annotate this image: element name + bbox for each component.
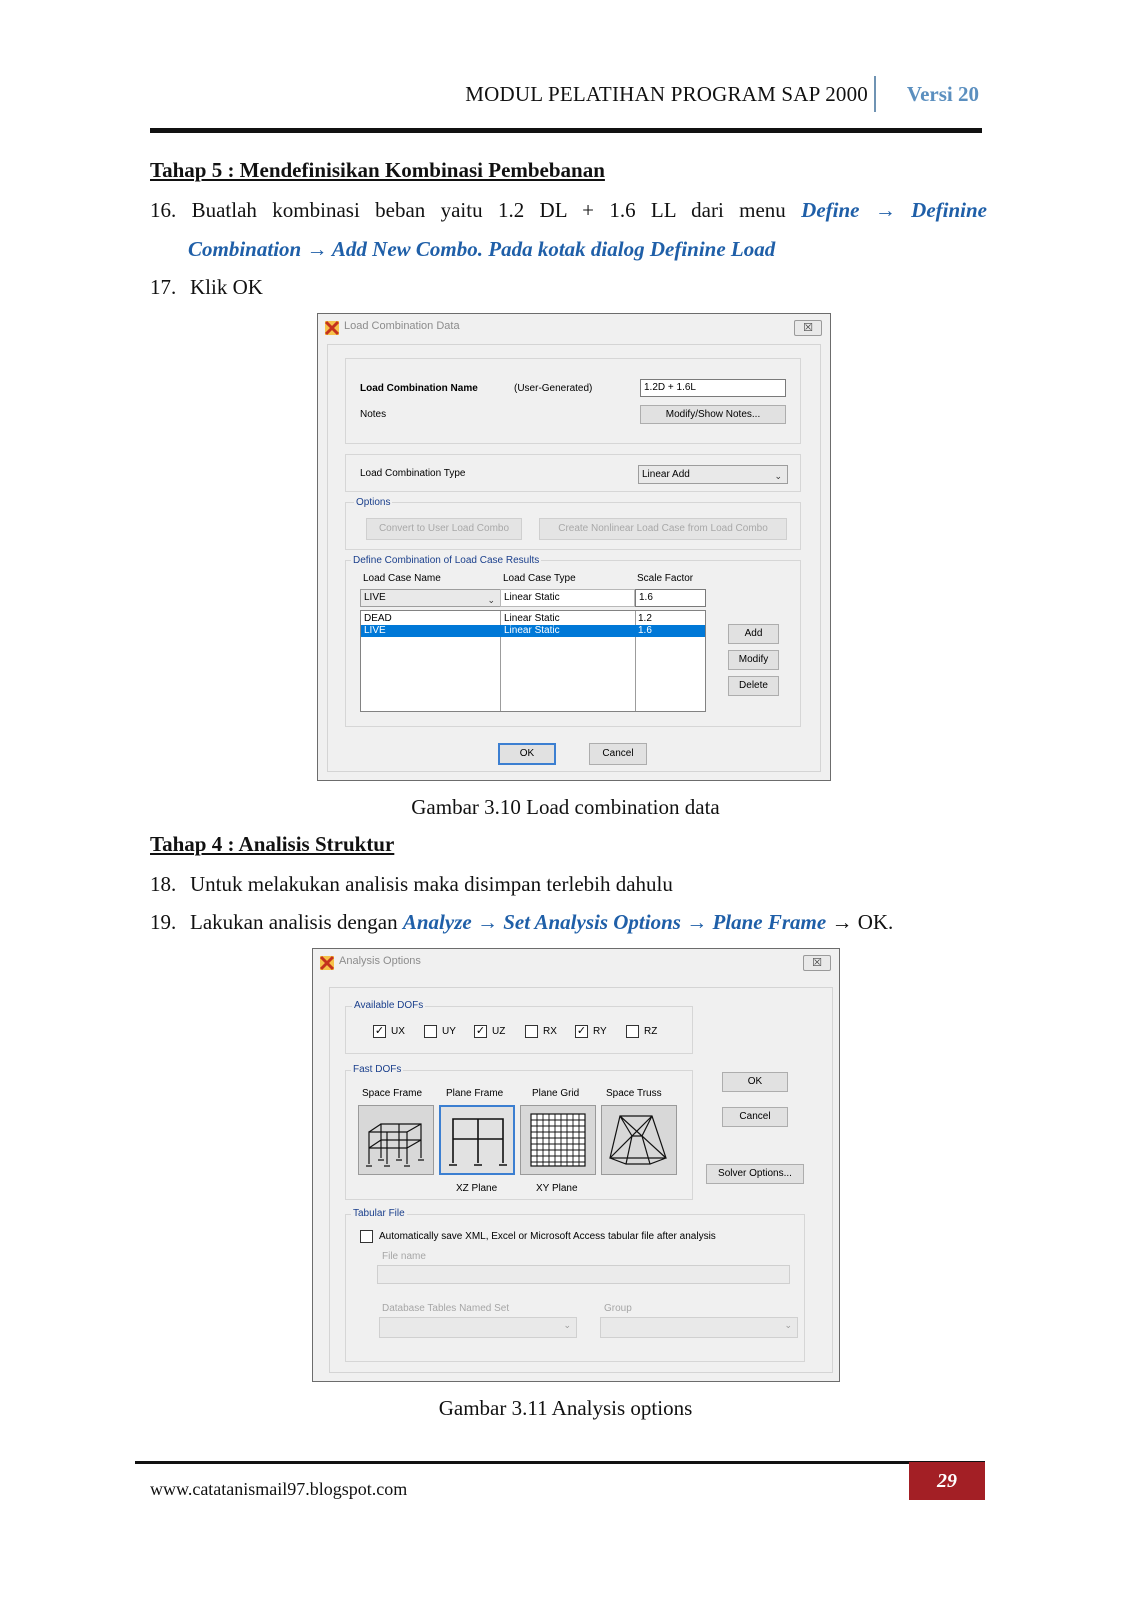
plane-grid-button[interactable] xyxy=(520,1105,596,1175)
step-16-line2 xyxy=(188,229,988,269)
step-19-text: Lakukan analisis dengan xyxy=(190,910,398,934)
step-19-number: 19. xyxy=(150,910,177,934)
step-17-text: Klik OK xyxy=(190,275,263,299)
step-18-text: Untuk melakukan analisis maka disimpan terlebih dahulu xyxy=(190,872,673,896)
add-button[interactable]: Add xyxy=(728,624,779,644)
footer-url: www.catatanismail97.blogspot.com xyxy=(150,1479,408,1499)
chevron-down-icon: ⌄ xyxy=(774,471,782,481)
figure-caption-3-11: Gambar 3.11 Analysis options xyxy=(438,1396,693,1420)
scale-factor-input[interactable]: 1.6 xyxy=(635,589,706,607)
cancel-button[interactable]: Cancel xyxy=(589,743,647,765)
step-16-menu-path-cont: Combination → Add New Combo. Pada kotak dialog Definine Load xyxy=(188,237,776,261)
figure-caption-3-10: Gambar 3.10 Load combination data xyxy=(411,795,720,819)
db-tables-select[interactable] xyxy=(379,1317,577,1338)
close-icon[interactable]: ☒ xyxy=(803,955,831,971)
case-name-select[interactable] xyxy=(360,589,501,607)
fast-dofs-group xyxy=(345,1064,693,1200)
available-dofs-group xyxy=(345,1000,693,1054)
modify-notes-button[interactable]: Modify/Show Notes... xyxy=(640,405,786,424)
combo-type-select[interactable] xyxy=(638,465,788,484)
plane-grid-icon xyxy=(521,1106,595,1174)
step-16-text: Buatlah kombinasi beban yaitu 1.2 DL + 1.6 LL dari menu xyxy=(191,198,786,222)
file-name-label: File name xyxy=(382,1251,426,1262)
close-icon[interactable]: ☒ xyxy=(794,320,822,336)
create-nonlinear-case-button[interactable]: Create Nonlinear Load Case from Load Combo xyxy=(539,518,787,540)
version-label: Versi 20 xyxy=(906,82,979,106)
step-19 xyxy=(150,902,987,942)
space-truss-icon xyxy=(602,1106,676,1174)
row-scale: 1.6 xyxy=(638,625,652,636)
combination-list[interactable] xyxy=(360,610,706,712)
cancel-button[interactable]: Cancel xyxy=(722,1107,788,1127)
col-header-case-type: Load Case Type xyxy=(503,573,576,584)
tabular-file-label: Tabular File xyxy=(353,1208,405,1219)
case-type-field: Linear Static xyxy=(500,589,635,607)
step-18 xyxy=(150,864,987,904)
dialog-body xyxy=(329,987,833,1373)
list-row[interactable] xyxy=(361,613,705,625)
group-label: Group xyxy=(604,1303,632,1314)
file-name-input[interactable] xyxy=(377,1265,790,1284)
dof-ux-label: UX xyxy=(391,1026,405,1037)
space-truss-button[interactable] xyxy=(601,1105,677,1175)
step-17 xyxy=(150,267,987,307)
dialog-titlebar xyxy=(318,314,830,342)
group-select[interactable] xyxy=(600,1317,798,1338)
dof-ux-checkbox[interactable]: ✓ xyxy=(374,1025,385,1037)
fast-dofs-label: Fast DOFs xyxy=(353,1064,402,1075)
footer-rule xyxy=(135,1461,985,1464)
row-scale: 1.2 xyxy=(638,613,652,624)
notes-label: Notes xyxy=(360,409,387,420)
row-case-name: DEAD xyxy=(364,613,392,624)
define-combination-group xyxy=(345,555,801,727)
define-combination-label: Define Combination of Load Case Results xyxy=(353,555,540,566)
dialog-body xyxy=(327,344,821,772)
dof-rx-checkbox[interactable] xyxy=(525,1025,538,1038)
combo-name-label: Load Combination Name xyxy=(360,383,478,394)
tile-label-space-frame: Space Frame xyxy=(362,1088,423,1099)
chevron-down-icon: ⌄ xyxy=(784,1320,792,1330)
dof-uz-label: UZ xyxy=(492,1026,506,1037)
solver-options-button[interactable]: Solver Options... xyxy=(706,1164,804,1184)
ok-button[interactable]: OK xyxy=(498,743,556,765)
row-case-name: LIVE xyxy=(364,625,386,636)
step-19-tail: → OK. xyxy=(831,910,894,934)
load-combination-dialog xyxy=(317,313,831,781)
dof-uy-label: UY xyxy=(442,1026,456,1037)
dof-ry-label: RY xyxy=(593,1026,607,1037)
xz-plane-label: XZ Plane xyxy=(456,1183,498,1194)
section-heading-tahap4: Tahap 4 : Analisis Struktur xyxy=(150,832,395,856)
modify-button[interactable]: Modify xyxy=(728,650,779,670)
analysis-options-dialog xyxy=(312,948,840,1382)
chevron-down-icon: ⌄ xyxy=(563,1320,571,1330)
tile-label-plane-frame: Plane Frame xyxy=(446,1088,504,1099)
col-header-case-name: Load Case Name xyxy=(363,573,441,584)
convert-to-user-combo-button[interactable]: Convert to User Load Combo xyxy=(366,518,522,540)
section-heading-tahap5: Tahap 5 : Mendefinisikan Kombinasi Pembebanan xyxy=(150,158,605,182)
dialog-titlebar xyxy=(313,949,839,977)
combo-name-group xyxy=(345,358,801,444)
dof-uz-checkbox[interactable]: ✓ xyxy=(475,1025,486,1037)
dof-ry-checkbox[interactable]: ✓ xyxy=(576,1025,587,1037)
module-title: MODUL PELATIHAN PROGRAM SAP 2000 xyxy=(465,82,868,106)
step-17-number: 17. xyxy=(150,275,177,299)
step-16-line1 xyxy=(150,190,987,230)
ok-button[interactable]: OK xyxy=(722,1072,788,1092)
col-header-scale: Scale Factor xyxy=(637,573,694,584)
xy-plane-label: XY Plane xyxy=(536,1183,578,1194)
step-16-number: 16. xyxy=(150,198,177,222)
sap-app-icon xyxy=(324,320,340,336)
combo-type-label: Load Combination Type xyxy=(360,468,466,479)
step-16-menu-path: Define → Definine xyxy=(801,198,987,222)
delete-button[interactable]: Delete xyxy=(728,676,779,696)
options-group xyxy=(345,497,801,550)
combo-type-value: Linear Add xyxy=(642,469,690,480)
row-case-type: Linear Static xyxy=(504,613,560,624)
tile-label-space-truss: Space Truss xyxy=(606,1088,662,1099)
db-tables-label: Database Tables Named Set xyxy=(382,1303,510,1314)
row-case-type: Linear Static xyxy=(504,625,560,636)
tabular-file-group xyxy=(345,1208,805,1362)
header-separator xyxy=(874,76,876,112)
autosave-checkbox[interactable] xyxy=(360,1230,373,1243)
plane-frame-icon xyxy=(441,1107,513,1173)
chevron-down-icon: ⌄ xyxy=(487,595,495,605)
combo-type-group xyxy=(345,454,801,492)
dof-rz-label: RZ xyxy=(644,1026,658,1037)
autosave-label: Automatically save XML, Excel or Microsoft Access tabular file after analysis xyxy=(379,1231,716,1242)
step-18-number: 18. xyxy=(150,872,177,896)
list-row-selected[interactable] xyxy=(361,625,705,637)
dof-rx-label: RX xyxy=(543,1026,557,1037)
plane-frame-button[interactable] xyxy=(439,1105,515,1175)
combo-name-input[interactable]: 1.2D + 1.6L xyxy=(640,379,786,397)
page-number: 29 xyxy=(909,1462,985,1500)
dof-rz-checkbox[interactable] xyxy=(626,1025,639,1038)
space-frame-icon xyxy=(359,1106,433,1174)
page-header xyxy=(150,80,985,112)
sap-app-icon xyxy=(319,955,335,971)
options-label: Options xyxy=(356,497,391,508)
space-frame-button[interactable] xyxy=(358,1105,434,1175)
step-19-menu-path: Analyze → Set Analysis Options → Plane Frame xyxy=(402,910,827,934)
user-generated-label: (User-Generated) xyxy=(514,383,593,394)
dof-uy-checkbox[interactable] xyxy=(424,1025,437,1038)
case-name-value: LIVE xyxy=(364,592,386,603)
available-dofs-label: Available DOFs xyxy=(354,1000,424,1011)
dialog-title: Analysis Options xyxy=(339,955,421,967)
tile-label-plane-grid: Plane Grid xyxy=(532,1088,580,1099)
dialog-title: Load Combination Data xyxy=(344,320,460,332)
header-rule xyxy=(150,128,982,133)
